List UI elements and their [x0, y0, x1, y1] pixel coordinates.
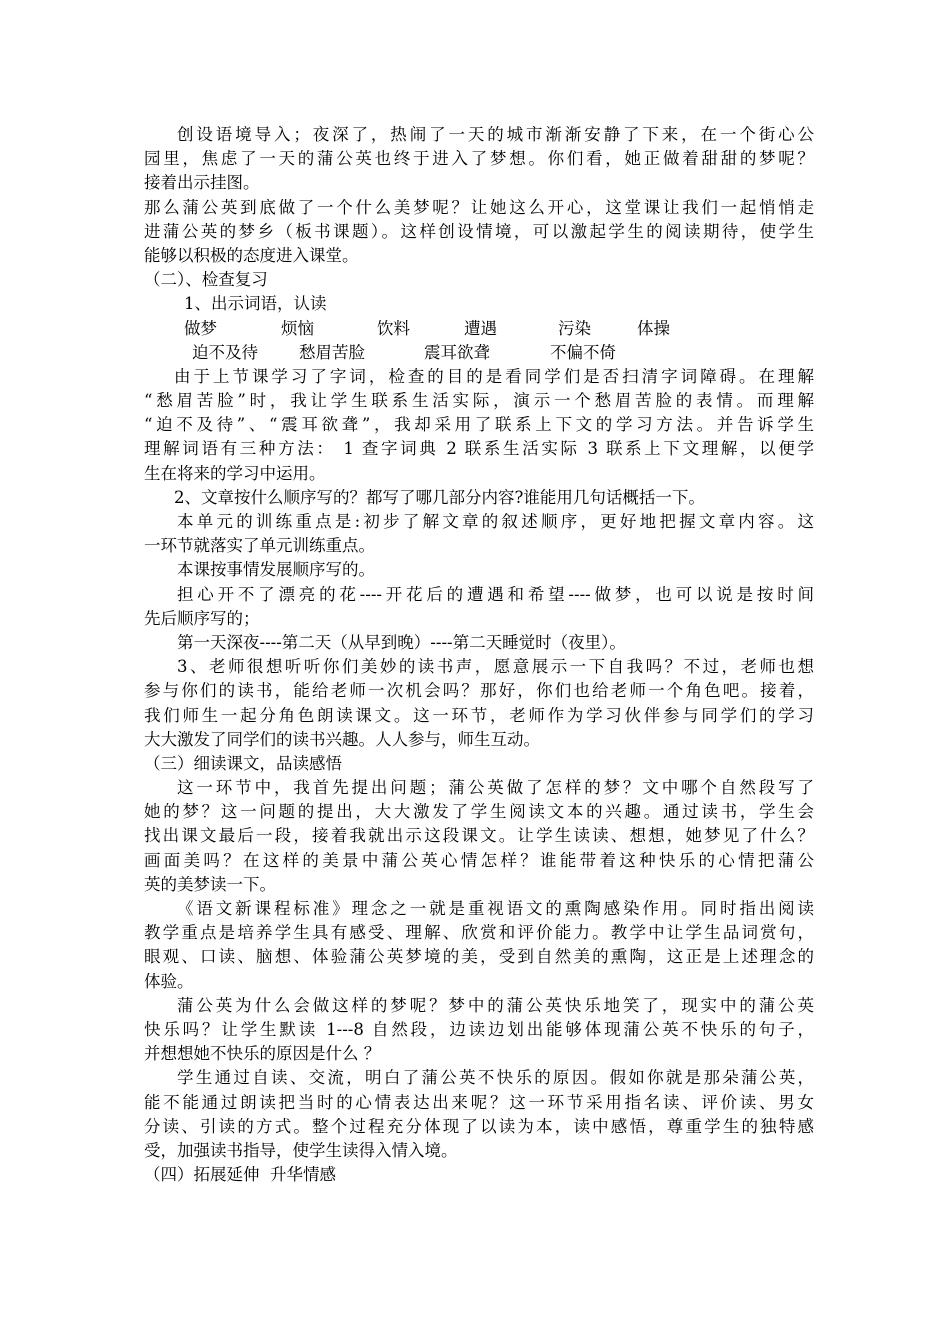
paragraph-line: 蒲公英为什么会做这样的梦呢？梦中的蒲公英快乐地笑了，现实中的蒲公英	[177, 995, 814, 1015]
vocab-word: 污染	[558, 318, 591, 338]
paragraph-intro-line: 接着出示挂图。	[144, 173, 260, 193]
paragraph-line: 由于上节课学习了字词，检查的目的是看同学们是否扫清字词障碍。在理解	[174, 366, 814, 386]
paragraph-intro-line: 创设语境导入；夜深了，热闹了一天的城市渐渐安静了下来，在一个街心公	[177, 125, 814, 144]
vocab-word: 震耳欲聋	[424, 342, 490, 362]
paragraph-line: 体验。	[144, 971, 194, 991]
paragraph-line: 理解词语有三种方法： 1 查字词典 2 联系生活实际 3 联系上下文理解，以便学	[144, 439, 814, 459]
paragraph-line: 英的美梦读一下。	[144, 874, 276, 894]
vocab-word: 烦恼	[281, 318, 314, 338]
vocab-word: 不偏不倚	[550, 342, 616, 362]
vocab-row-2	[144, 341, 814, 365]
vocab-word: 体操	[637, 318, 670, 338]
paragraph-line: 那么蒲公英到底做了一个什么美梦呢？让她这么开心，这堂课让我们一起悄悄走	[144, 197, 814, 217]
list-item-1: 1、出示词语，认读	[184, 294, 327, 314]
paragraph-line: 快乐吗？让学生默读 1---8 自然段，边读边划出能够体现蒲公英不快乐的句子，	[144, 1019, 814, 1039]
paragraph-line: 进蒲公英的梦乡（板书课题）。这样创设情境，可以激起学生的阅读期待，使学生	[144, 221, 814, 241]
section-heading-4: （四）拓展延伸 升华情感	[144, 1165, 336, 1185]
paragraph-line: 参与你们的读书，能给老师一次机会吗？那好，你们也给老师一个角色吧。接着，	[144, 681, 814, 701]
document-page	[144, 123, 814, 1187]
section-heading-2: （二）、检查复习	[144, 270, 268, 290]
section-heading-3: （三）细读课文，品读感悟	[144, 753, 342, 773]
vocab-row-1	[144, 317, 814, 341]
paragraph-line: 先后顺序写的；	[144, 608, 260, 628]
paragraph-line: 担心开不了漂亮的花----开花后的遭遇和希望----做梦，也可以说是按时间	[177, 584, 814, 604]
paragraph-line: 《语文新课程标准》理念之一就是重视语文的熏陶感染作用。同时指出阅读	[177, 899, 814, 918]
vocab-word: 迫不及待	[192, 342, 258, 362]
vocab-word: 做梦	[184, 318, 217, 338]
paragraph-line: 本课按事情发展顺序写的。	[177, 560, 375, 580]
paragraph-line: 找出课文最后一段，接着我就出示这段课文。让学生读读、想想，她梦见了什么？	[144, 826, 814, 846]
paragraph-line: “愁眉苦脸”时，我让学生联系生活实际，演示一个愁眉苦脸的表情。而理解	[144, 391, 814, 411]
paragraph-line: 受，加强读书指导，使学生读得入情入境。	[144, 1140, 458, 1160]
paragraph-line: 本单元的训练重点是:初步了解文章的叙述顺序，更好地把握文章内容。这	[177, 512, 814, 531]
paragraph-line: 3、老师很想听听你们美妙的读书声，愿意展示一下自我吗？不过，老师也想	[177, 657, 814, 677]
paragraph-line: 分读、引读的方式。整个过程充分体现了以读为本，读中感悟，尊重学生的独特感	[144, 1116, 814, 1136]
paragraph-line: 并想想她不快乐的原因是什么 ？	[144, 1044, 381, 1064]
paragraph-line: 第一天深夜----第二天（从早到晚）----第二天睡觉时（夜里）。	[177, 632, 626, 652]
paragraph-line: 画面美吗？在这样的美景中蒲公英心情怎样？谁能带着这种快乐的心情把蒲公	[144, 850, 814, 870]
paragraph-line: 这一环节中，我首先提出问题；蒲公英做了怎样的梦？文中哪个自然段写了	[177, 778, 814, 798]
paragraph-line: 生在将来的学习中运用。	[144, 463, 326, 483]
paragraph-line: 能不能通过朗读把当时的心情表达出来呢？这一环节采用指名读、评价读、男女	[144, 1092, 814, 1112]
list-item-2: 2、文章按什么顺序写的？都写了哪几部分内容?谁能用几句话概括一下。	[174, 487, 705, 507]
paragraph-line: 眼观、口读、脑想、体验蒲公英梦境的美，受到自然美的熏陶，这正是上述理念的	[144, 947, 814, 967]
paragraph-line: 一环节就落实了单元训练重点。	[144, 536, 375, 556]
paragraph-line: 教学重点是培养学生具有感受、理解、欣赏和评价能力。教学中让学生品词赏句，	[144, 923, 814, 943]
paragraph-line: “迫不及待”、“震耳欲聋”，我却采用了联系上下文的学习方法。并告诉学生	[144, 415, 814, 435]
paragraph-line: 大大激发了同学们的读书兴趣。人人参与，师生互动。	[144, 729, 540, 749]
paragraph-line: 学生通过自读、交流，明白了蒲公英不快乐的原因。假如你就是那朵蒲公英，	[177, 1068, 814, 1088]
vocab-word: 饮料	[377, 318, 410, 338]
paragraph-line: 她的梦？这一问题的提出，大大激发了学生阅读文本的兴趣。通过读书，学生会	[144, 802, 814, 822]
paragraph-intro-line: 园里，焦虑了一天的蒲公英也终于进入了梦想。你们看，她正做着甜甜的梦呢？	[144, 149, 814, 169]
vocab-word: 遭遇	[464, 318, 497, 338]
vocab-word: 愁眉苦脸	[299, 342, 365, 362]
paragraph-line: 我们师生一起分角色朗读课文。这一环节，老师作为学习伙伴参与同学们的学习	[144, 705, 814, 725]
paragraph-line: 能够以积极的态度进入课堂。	[144, 245, 359, 265]
